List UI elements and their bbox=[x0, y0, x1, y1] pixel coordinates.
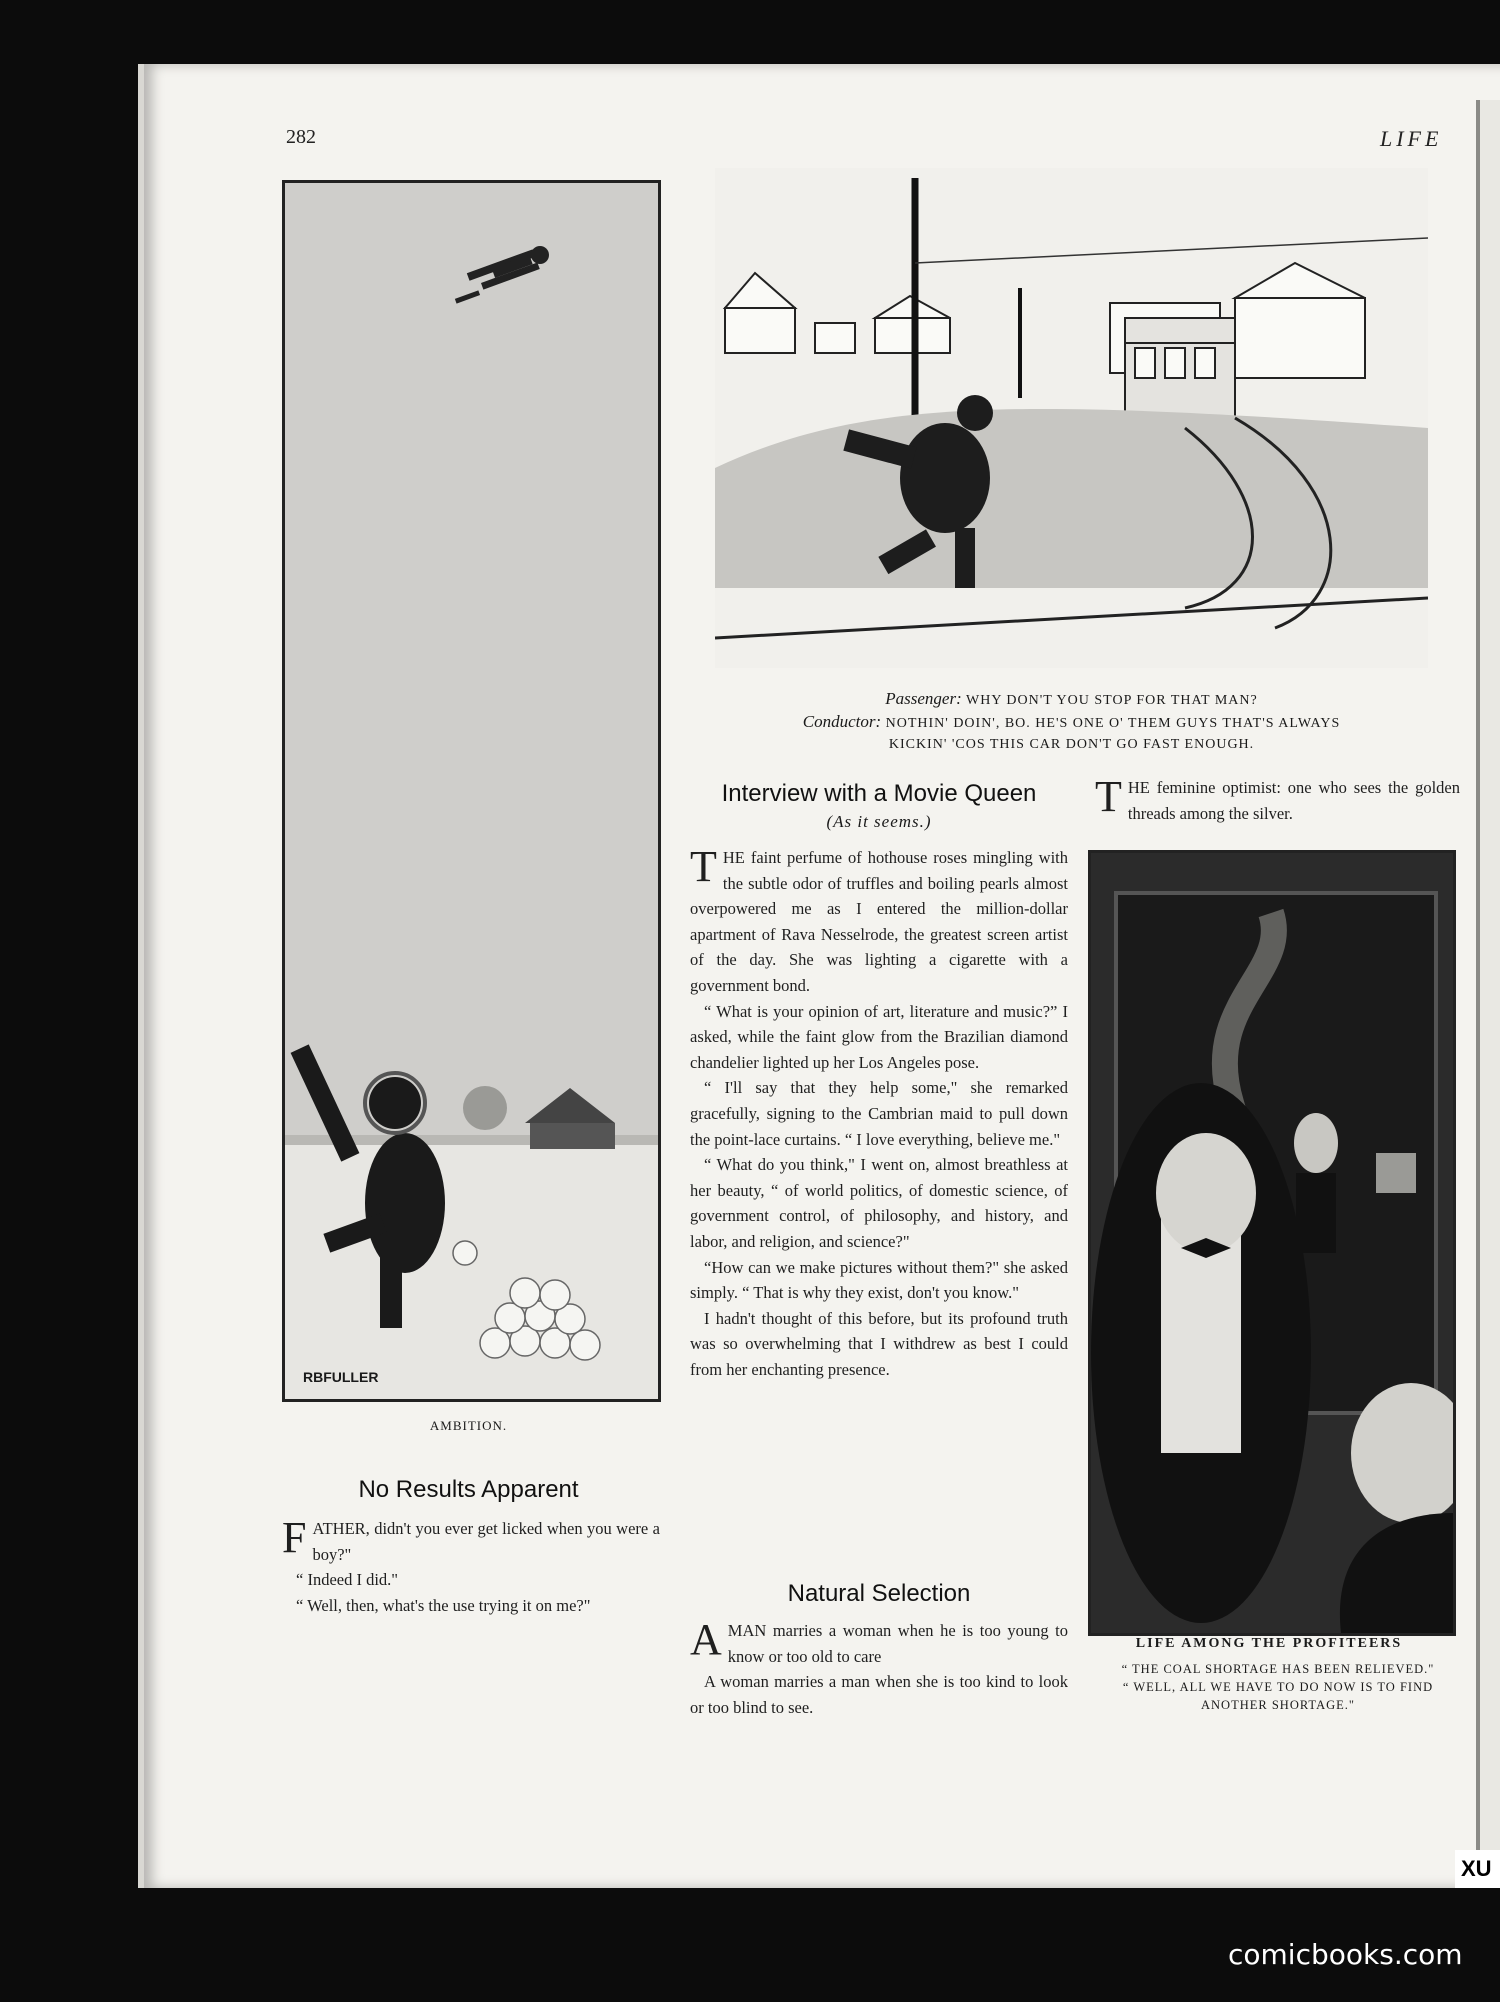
no-results-line-1: ATHER, didn't you ever get licked when you were a boy?" bbox=[312, 1519, 660, 1564]
page-number: 282 bbox=[286, 126, 316, 148]
interview-paragraph-2: “ What is your opinion of art, literature and music?” I asked, while the faint glow from the Brazilian diamond chandelier lighted up her Los Angeles pose. bbox=[690, 1001, 1068, 1072]
drop-cap: F bbox=[282, 1513, 307, 1562]
optimist-paragraph bbox=[1095, 772, 1460, 826]
profiteers-line-1: “ THE COAL SHORTAGE HAS BEEN RELIEVED." bbox=[1121, 1662, 1435, 1676]
no-results-title: No Results Apparent bbox=[358, 1476, 579, 1503]
interview-paragraph-5: “How can we make pictures without them?" she asked simply. “ That is why they exist, don't you know." bbox=[690, 1257, 1068, 1303]
interview-title: Interview with a Movie Queen bbox=[721, 780, 1037, 807]
drop-cap: T bbox=[1095, 772, 1122, 821]
artist-signature: RBFULLER bbox=[303, 1369, 379, 1385]
profiteers-title: LIFE AMONG THE PROFITEERS bbox=[1135, 1636, 1403, 1651]
drop-cap: T bbox=[690, 842, 717, 891]
natural-selection-line-2: A woman marries a man when she is too kind to look or too blind to see. bbox=[690, 1672, 1068, 1717]
trolley-illustration bbox=[715, 168, 1428, 668]
optimist-text: HE feminine optimist: one who sees the golden threads among the silver. bbox=[1127, 778, 1460, 823]
interview-body bbox=[690, 842, 1068, 1382]
conductor-line-2: KICKIN' 'COS THIS CAR DON'T GO FAST ENOUGH. bbox=[888, 737, 1255, 752]
edge-tag: XU bbox=[1455, 1850, 1500, 1888]
no-results-line-3: “ Well, then, what's the use trying it on me?" bbox=[296, 1595, 591, 1615]
trolley-car-icon bbox=[1125, 318, 1235, 418]
profiteers-illustration bbox=[1088, 850, 1456, 1636]
natural-selection-title: Natural Selection bbox=[787, 1580, 971, 1607]
drop-cap: A bbox=[690, 1615, 722, 1664]
trolley-caption bbox=[715, 688, 1428, 755]
ambition-caption: AMBITION. bbox=[429, 1418, 508, 1433]
conductor-line-1: NOTHIN' DOIN', BO. HE'S ONE O' THEM GUYS THAT'S ALWAYS bbox=[885, 716, 1341, 731]
natural-selection-body bbox=[690, 1615, 1068, 1720]
ambition-illustration bbox=[282, 180, 661, 1402]
magazine-title: LIFE bbox=[1380, 126, 1443, 151]
profiteers-line-3: ANOTHER SHORTAGE." bbox=[1201, 1698, 1355, 1712]
next-page-edge bbox=[1476, 100, 1500, 1860]
speaker-passenger: Passenger: bbox=[885, 689, 962, 708]
passenger-line: WHY DON'T YOU STOP FOR THAT MAN? bbox=[966, 693, 1258, 708]
watermark-text: comicbooks.com bbox=[1228, 1938, 1463, 1971]
natural-selection-line-1: MAN marries a woman when he is too young to know or too old to care bbox=[727, 1621, 1068, 1666]
interview-paragraph-3: “ I'll say that they help some," she remarked gracefully, signing to the Cambrian maid to pull down the point-lace curtains. “ I love everything, believe me." bbox=[690, 1078, 1068, 1149]
interview-subtitle: (As it seems.) bbox=[826, 812, 932, 831]
profiteers-line-2: “ WELL, ALL WE HAVE TO DO NOW IS TO FIND bbox=[1122, 1680, 1434, 1694]
speaker-conductor: Conductor: bbox=[802, 712, 882, 731]
profiteers-quote bbox=[1088, 1660, 1468, 1714]
interview-paragraph-6: I hadn't thought of this before, but its profound truth was so overwhelming that I withdrew as best I could from her enchanting presence. bbox=[690, 1308, 1068, 1379]
interview-paragraph-4: “ What do you think," I went on, almost breathless at her beauty, “ of world politics, of domestic science, of government control, of philosophy, and history, and labor, and religion, and science?" bbox=[690, 1155, 1068, 1251]
interview-paragraph-1: HE faint perfume of hothouse roses mingling with the subtle odor of truffles and boiling pearls almost overpowered me as I entered the million-dollar apartment of Rava Nesselrode, the greatest screen artist of the day. She was lighting a cigarette with a government bond. bbox=[690, 848, 1068, 995]
no-results-body bbox=[282, 1513, 660, 1618]
no-results-line-2: “ Indeed I did." bbox=[296, 1570, 399, 1590]
